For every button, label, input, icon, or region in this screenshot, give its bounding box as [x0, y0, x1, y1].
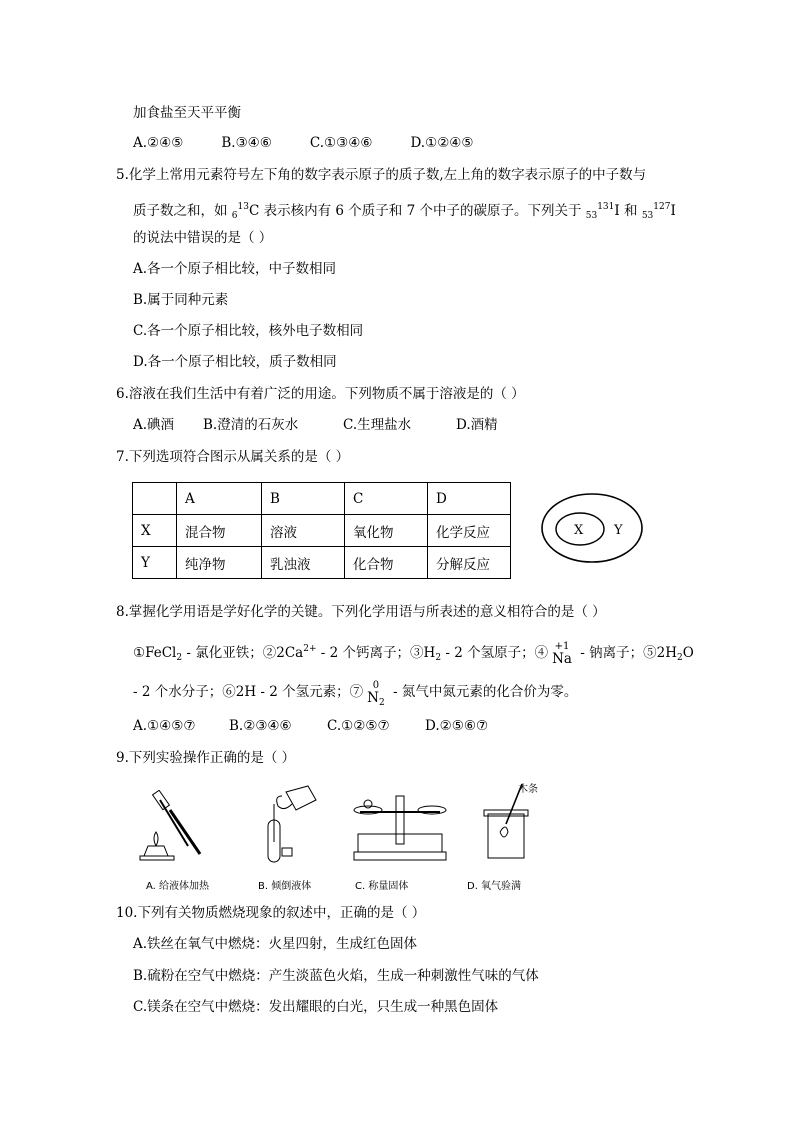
subscript: 2 — [676, 653, 683, 663]
venn-label-y: Y — [614, 523, 623, 538]
text: - 2 个水分子；⑥2H - 2 个氢元素；⑦ — [133, 684, 364, 700]
text: I — [670, 203, 676, 219]
table-row — [133, 515, 511, 547]
q6-choice-d[interactable]: D.酒精 — [456, 417, 498, 433]
carbon-mass-number: 13 — [237, 202, 249, 212]
text: - 氯化亚铁；②2Ca — [182, 645, 304, 661]
q4-choices — [133, 134, 512, 152]
q5-choice-b[interactable]: B.属于同种元素 — [133, 292, 229, 308]
q8-line2 — [133, 680, 577, 709]
venn-label-x: X — [574, 523, 584, 538]
q10-choice-a[interactable]: A.铁丝在氧气中燃烧：火星四射，生成红色固体 — [133, 936, 418, 952]
caption-d: D. 氧气验满 — [467, 881, 522, 892]
q8-choice-b[interactable]: B.②③④⑥ — [229, 718, 292, 734]
q5-stem-line3: 的说法中错误的是（ ） — [133, 230, 273, 246]
table-cell: 氧化物 — [345, 515, 428, 547]
text: - 2 个氢原子；④ — [441, 645, 549, 661]
q8-choices — [133, 717, 488, 735]
q6-choices — [133, 416, 498, 434]
q6-choice-c[interactable]: C.生理盐水 — [343, 417, 412, 433]
table-cell: B — [262, 483, 345, 515]
q6-choice-a[interactable]: A.碘酒 — [133, 417, 175, 433]
fig-a-heating-liquid — [130, 790, 220, 870]
text: O — [682, 645, 694, 661]
text: 质子数之和，如 — [133, 203, 232, 219]
text: - 2 个钙离子；③H — [316, 645, 436, 661]
q5-stem-line1: 5.化学上常用元素符号左下角的数字表示原子的质子数,左上角的数字表示原子的中子数与 — [116, 167, 647, 183]
q8-stem: 8.掌握化学用语是学好化学的关键。下列化学用语与所表述的意义相符合的是（ ） — [116, 604, 606, 620]
label-wood-splint: 木条 — [518, 784, 538, 795]
fig-c-weighing-solid — [350, 790, 450, 870]
q10-choice-b[interactable]: B.硫粉在空气中燃烧：产生淡蓝色火焰，生成一种刺激性气味的气体 — [133, 968, 539, 984]
table-cell: 纯净物 — [177, 547, 262, 579]
q4-choice-a[interactable]: A.②④⑤ — [133, 135, 184, 151]
table-row — [133, 483, 511, 515]
caption-b: B. 倾倒液体 — [258, 881, 312, 892]
q5-choice-d[interactable]: D.各一个原子相比较，质子数相同 — [133, 354, 337, 370]
q8-choice-a[interactable]: A.①④⑤⑦ — [133, 718, 196, 734]
table-cell: 化合物 — [345, 547, 428, 579]
q7-stem: 7.下列选项符合图示从属关系的是（ ） — [116, 449, 350, 465]
q5-choice-a[interactable]: A.各一个原子相比较，中子数相同 — [133, 261, 337, 277]
iodine131-proton-number: 53 — [585, 211, 598, 221]
iodine127-proton-number: 53 — [641, 211, 654, 221]
symbol — [367, 692, 385, 709]
q10-choice-c[interactable]: C.镁条在空气中燃烧：发出耀眼的白光，只生成一种黑色固体 — [133, 999, 499, 1015]
symbol: Na — [552, 651, 572, 667]
table-cell: Y — [133, 547, 177, 579]
text: I 和 — [614, 203, 642, 219]
q7-venn-diagram — [538, 490, 648, 566]
table-cell: 溶液 — [262, 515, 345, 547]
table-cell: 分解反应 — [428, 547, 511, 579]
q4-choice-d[interactable]: D.①②④⑤ — [410, 135, 474, 151]
iodine131-mass-number: 131 — [597, 202, 615, 212]
subscript: 2 — [378, 698, 385, 708]
q8-choice-d[interactable]: D.②⑤⑥⑦ — [425, 718, 489, 734]
text: C 表示核内有 6 个质子和 7 个中子的碳原子。下列关于 — [248, 203, 586, 219]
q4-choice-c[interactable]: C.①③④⑥ — [309, 135, 373, 151]
text: - 氮气中氮元素的化合价为零。 — [388, 684, 578, 700]
q6-choice-b[interactable]: B.澄清的石灰水 — [203, 417, 299, 433]
q9-stem: 9.下列实验操作正确的是（ ） — [116, 750, 296, 766]
table-cell: D — [428, 483, 511, 515]
outer-ellipse — [542, 494, 642, 562]
table-cell: A — [177, 483, 262, 515]
caption-c: C. 称量固体 — [355, 881, 409, 892]
symbol-letter: N — [367, 690, 379, 706]
superscript: 2+ — [303, 644, 317, 654]
valence: +1 — [554, 641, 570, 652]
table-cell: X — [133, 515, 177, 547]
carbon-proton-number: 6 — [231, 211, 238, 221]
subscript: 2 — [435, 653, 442, 663]
caption-a: A. 给液体加热 — [146, 881, 210, 892]
table-cell: 化学反应 — [428, 515, 511, 547]
table-row — [133, 547, 511, 579]
q6-stem: 6.溶液在我们生活中有着广泛的用途。下列物质不属于溶液是的（ ） — [116, 386, 525, 402]
q7-table — [132, 482, 511, 579]
iodine127-mass-number: 127 — [653, 202, 671, 212]
q8-choice-c[interactable]: C.①②⑤⑦ — [327, 718, 390, 734]
q8-line1 — [133, 640, 694, 667]
table-cell: 混合物 — [177, 515, 262, 547]
valence: 0 — [372, 680, 380, 691]
fig-b-pouring-liquid — [252, 782, 332, 870]
subscript: 2 — [176, 653, 183, 663]
table-cell — [133, 483, 177, 515]
q4-continuation: 加食盐至天平平衡 — [133, 105, 241, 121]
nitrogen-valence — [367, 680, 385, 709]
q4-choice-b[interactable]: B.③④⑥ — [221, 135, 272, 151]
q5-choice-c[interactable]: C.各一个原子相比较，核外电子数相同 — [133, 323, 364, 339]
text: - 钠离子；⑤2H — [575, 645, 677, 661]
table-cell: 乳浊液 — [262, 547, 345, 579]
table-cell: C — [345, 483, 428, 515]
q5-stem-line2 — [133, 198, 676, 225]
text: ①FeCl — [133, 645, 177, 661]
sodium-valence — [552, 641, 572, 665]
q10-stem: 10.下列有关物质燃烧现象的叙述中，正确的是（ ） — [116, 905, 426, 921]
